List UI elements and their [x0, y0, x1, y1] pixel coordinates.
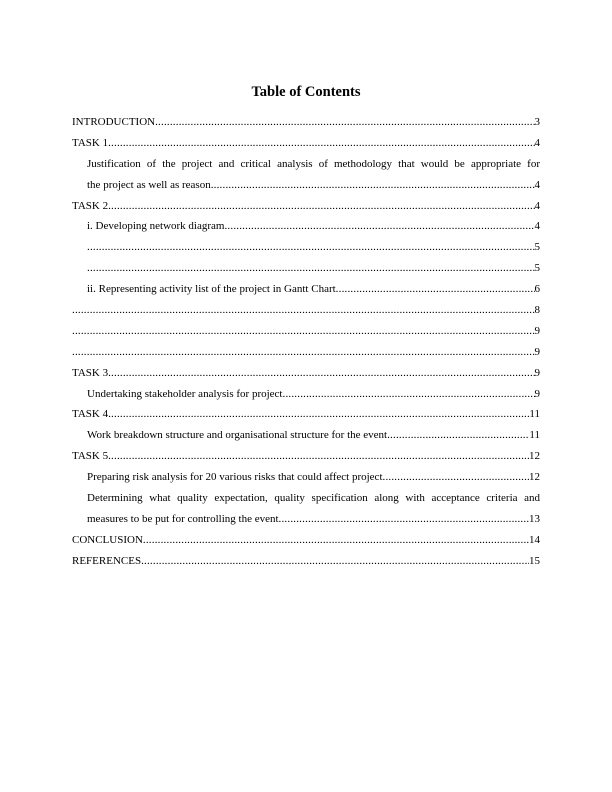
- toc-entry-blank-5b[interactable]: ..... 5: [72, 258, 540, 279]
- table-of-contents: [72, 112, 540, 572]
- toc-entry-blank-9b[interactable]: ..... 9: [72, 342, 540, 363]
- toc-entry-justification[interactable]: the project as well as reason ..... 4: [72, 175, 540, 196]
- toc-entry-quality-line1[interactable]: Determining what quality expectation, quality specification along with acceptance criteria and: [87, 492, 540, 505]
- toc-entry-conclusion[interactable]: CONCLUSION ..... 14: [72, 530, 540, 551]
- toc-entry-risk-analysis[interactable]: Preparing risk analysis for 20 various risks that could affect project ..... 12: [72, 467, 540, 488]
- toc-entry-network-diagram[interactable]: i. Developing network diagram ..... 4: [72, 216, 540, 237]
- toc-entry-task-4[interactable]: TASK 4 ..... 11: [72, 404, 540, 425]
- toc-entry-justification-line1[interactable]: Justification of the project and critical analysis of methodology that would be appropriate for: [87, 157, 540, 170]
- toc-entry-task-1[interactable]: TASK 1 ..... 4: [72, 133, 540, 154]
- toc-entry-task-3[interactable]: TASK 3 ..... 9: [72, 363, 540, 384]
- toc-entry-gantt-chart[interactable]: ii. Representing activity list of the project in Gantt Chart ..... 6: [72, 279, 540, 300]
- toc-entry-introduction[interactable]: INTRODUCTION ..... 3: [72, 112, 540, 133]
- toc-entry-blank-8[interactable]: ..... 8: [72, 300, 540, 321]
- toc-entry-task-2[interactable]: TASK 2 ..... 4: [72, 196, 540, 217]
- toc-entry-quality[interactable]: measures to be put for controlling the event ..... 13: [72, 509, 540, 530]
- toc-entry-blank-9a[interactable]: ..... 9: [72, 321, 540, 342]
- toc-entry-task-5[interactable]: TASK 5 ..... 12: [72, 446, 540, 467]
- toc-title: Table of Contents: [251, 84, 361, 100]
- toc-entry-references[interactable]: REFERENCES ..... 15: [72, 551, 540, 572]
- toc-entry-stakeholder-analysis[interactable]: Undertaking stakeholder analysis for project ..... 9: [72, 384, 540, 405]
- toc-entry-blank-5a[interactable]: ..... 5: [72, 237, 540, 258]
- toc-entry-work-breakdown[interactable]: Work breakdown structure and organisational structure for the event ..... 11: [72, 425, 540, 446]
